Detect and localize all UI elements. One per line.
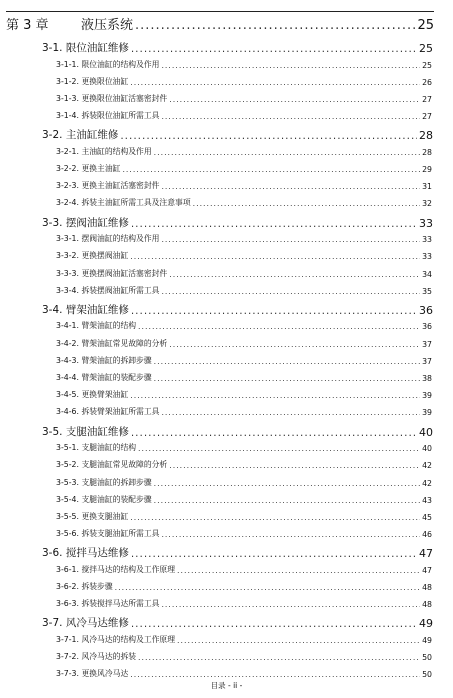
toc-section-entry[interactable]	[42, 215, 433, 230]
subsection-title: 3-5-1. 支腿油缸的结构	[56, 443, 137, 453]
subsection-title: 3-7-3. 更换风冷马达	[56, 669, 129, 679]
subsection-title: 3-1-4. 拆装限位油缸所需工具	[56, 111, 160, 121]
toc-section-entry[interactable]	[42, 40, 433, 55]
subsection-title: 3-6-1. 搅拌马达的结构及工作原理	[56, 564, 176, 574]
leader-dots	[177, 636, 420, 645]
leader-dots	[131, 618, 417, 630]
subsection-page-number: 40	[422, 444, 432, 454]
leader-dots	[154, 357, 420, 366]
toc-chapter-entry[interactable]	[6, 16, 434, 33]
subsection-page-number: 28	[422, 147, 432, 157]
toc-section-entry[interactable]	[42, 127, 433, 142]
leader-dots	[154, 374, 420, 383]
page-footer: 目录 - ii -	[210, 681, 243, 690]
subsection-title: 3-6-2. 拆装步骤	[56, 582, 113, 591]
leader-dots	[161, 530, 420, 539]
leader-dots	[161, 287, 420, 296]
section-title: 3-6. 搅拌马达维修	[42, 547, 129, 560]
leader-dots	[131, 427, 417, 439]
toc-subsection-entry[interactable]	[56, 249, 432, 261]
leader-dots	[138, 322, 420, 331]
leader-dots	[130, 513, 420, 522]
leader-dots	[169, 95, 420, 104]
leader-dots	[131, 218, 417, 230]
toc-subsection-entry[interactable]	[56, 284, 432, 296]
section-page-number: 28	[419, 129, 433, 143]
subsection-page-number: 42	[422, 478, 432, 488]
subsection-title: 3-1-1. 限位油缸的结构及作用	[56, 59, 160, 69]
leader-dots	[135, 18, 415, 33]
section-title: 3-3. 摆阀油缸维修	[42, 216, 129, 229]
subsection-title: 3-4-3. 臂架油缸的拆卸步骤	[56, 355, 152, 365]
subsection-title: 3-5-4. 支腿油缸的装配步骤	[56, 494, 152, 504]
subsection-page-number: 45	[422, 512, 432, 522]
header-rule	[6, 11, 434, 12]
leader-dots	[169, 461, 420, 470]
subsection-title: 3-2-1. 主油缸的结构及作用	[56, 146, 152, 156]
leader-dots	[169, 270, 420, 279]
toc-section-entry[interactable]	[42, 545, 433, 560]
leader-dots	[177, 566, 420, 575]
toc-subsection-entry[interactable]	[56, 597, 432, 609]
toc-subsection-entry[interactable]	[56, 337, 432, 349]
subsection-title: 3-2-4. 拆装主油缸所需工具及注意事项	[56, 198, 191, 208]
leader-dots	[169, 340, 420, 349]
subsection-title: 3-4-5. 更换臂架油缸	[56, 390, 129, 400]
subsection-page-number: 35	[422, 286, 432, 296]
subsection-page-number: 25	[422, 60, 432, 70]
section-title: 3-5. 支腿油缸维修	[42, 425, 129, 438]
section-title: 3-7. 风冷马达维修	[42, 617, 129, 630]
subsection-page-number: 43	[422, 495, 432, 505]
toc-subsection-entry[interactable]	[56, 441, 432, 453]
toc-subsection-entry[interactable]	[56, 162, 432, 174]
subsection-title: 3-4-4. 臂架油缸的装配步骤	[56, 373, 152, 382]
leader-dots	[130, 391, 420, 400]
subsection-title: 3-2-3. 更换主油缸活塞密封件	[56, 181, 160, 191]
subsection-page-number: 37	[422, 339, 432, 349]
subsection-title: 3-3-4. 拆装摆阀油缸所需工具	[56, 285, 160, 295]
subsection-page-number: 47	[422, 565, 432, 575]
toc-subsection-entry[interactable]	[56, 476, 432, 488]
leader-dots	[193, 199, 420, 208]
subsection-title: 3-2-2. 更换主油缸	[56, 164, 121, 173]
section-title: 3-1. 限位油缸维修	[42, 42, 129, 54]
toc-subsection-entry[interactable]	[56, 196, 432, 208]
leader-dots	[161, 182, 420, 191]
leader-dots	[131, 43, 417, 55]
subsection-title: 3-7-2. 风冷马达的拆装	[56, 652, 137, 662]
leader-dots	[138, 444, 420, 453]
leader-dots	[131, 305, 417, 317]
leader-dots	[161, 600, 420, 609]
toc-section-entry[interactable]	[42, 302, 433, 317]
toc-subsection-entry[interactable]	[56, 563, 432, 575]
chapter-number: 第 3 章	[6, 18, 49, 33]
leader-dots	[154, 148, 420, 157]
leader-dots	[161, 112, 420, 121]
toc-section-entry[interactable]	[42, 615, 433, 630]
subsection-page-number: 50	[422, 653, 432, 663]
section-page-number: 36	[419, 303, 433, 317]
subsection-title: 3-5-6. 拆装支腿油缸所需工具	[56, 529, 160, 539]
section-title: 3-2. 主油缸维修	[42, 129, 119, 142]
subsection-page-number: 42	[422, 461, 432, 471]
subsection-page-number: 27	[422, 94, 432, 104]
section-page-number: 25	[419, 42, 433, 55]
subsection-title: 3-5-2. 支腿油缸常见故障的分析	[56, 460, 168, 470]
toc-subsection-entry[interactable]	[56, 92, 432, 104]
subsection-title: 3-4-2. 臂架油缸常见故障的分析	[56, 338, 168, 348]
toc-subsection-entry[interactable]	[56, 510, 432, 522]
section-title: 3-4. 臂架油缸维修	[42, 303, 129, 316]
subsection-page-number: 31	[422, 182, 432, 192]
toc-subsection-entry[interactable]	[56, 527, 432, 539]
toc-subsection-entry[interactable]	[56, 633, 432, 645]
toc-subsection-entry[interactable]	[56, 75, 432, 87]
toc-subsection-entry[interactable]	[56, 58, 432, 70]
chapter-title: 液压系统	[81, 18, 134, 33]
subsection-page-number: 49	[422, 635, 432, 645]
subsection-title: 3-4-6. 拆装臂架油缸所需工具	[56, 407, 160, 417]
leader-dots	[130, 78, 420, 87]
toc-subsection-entry[interactable]	[56, 667, 432, 679]
toc-subsection-entry[interactable]	[56, 232, 432, 244]
leader-dots	[161, 61, 420, 70]
subsection-page-number: 36	[422, 322, 432, 332]
subsection-title: 3-4-1. 臂架油缸的结构	[56, 321, 137, 331]
subsection-title: 3-1-2. 更换限位油缸	[56, 76, 129, 86]
subsection-page-number: 27	[422, 112, 432, 122]
subsection-page-number: 39	[422, 391, 432, 401]
toc-subsection-entry[interactable]	[56, 493, 432, 505]
leader-dots	[131, 548, 417, 560]
leader-dots	[130, 670, 420, 679]
toc-subsection-entry[interactable]	[56, 580, 432, 592]
leader-dots	[120, 130, 417, 142]
toc-subsection-entry[interactable]	[56, 109, 432, 121]
section-page-number: 49	[419, 617, 433, 631]
subsection-title: 3-5-5. 更换支腿油缸	[56, 511, 129, 521]
leader-dots	[161, 408, 420, 417]
leader-dots	[154, 496, 420, 505]
leader-dots	[122, 165, 420, 174]
subsection-title: 3-3-2. 更换摆阀油缸	[56, 251, 129, 261]
leader-dots	[115, 583, 420, 592]
subsection-page-number: 37	[422, 356, 432, 366]
leader-dots	[154, 479, 420, 488]
toc-subsection-entry[interactable]	[56, 145, 432, 157]
subsection-title: 3-3-3. 更换摆阀油缸活塞密封件	[56, 268, 168, 278]
subsection-title: 3-7-1. 风冷马达的结构及工作原理	[56, 634, 176, 644]
subsection-page-number: 48	[422, 600, 432, 610]
toc-subsection-entry[interactable]	[56, 371, 432, 383]
toc-subsection-entry[interactable]	[56, 388, 432, 400]
toc-subsection-entry[interactable]	[56, 267, 432, 279]
subsection-page-number: 46	[422, 530, 432, 540]
subsection-page-number: 48	[422, 583, 432, 592]
toc-subsection-entry[interactable]	[56, 458, 432, 470]
subsection-page-number: 32	[422, 199, 432, 209]
toc-section-entry[interactable]	[42, 424, 433, 439]
toc-subsection-entry[interactable]	[56, 179, 432, 191]
chapter-page-number: 25	[417, 18, 434, 33]
toc-subsection-entry[interactable]	[56, 354, 432, 366]
section-page-number: 40	[419, 425, 433, 439]
toc-subsection-entry[interactable]	[56, 319, 432, 331]
section-page-number: 33	[419, 216, 433, 230]
subsection-page-number: 39	[422, 408, 432, 418]
subsection-page-number: 33	[422, 235, 432, 245]
subsection-page-number: 50	[422, 670, 432, 680]
leader-dots	[138, 653, 420, 662]
toc-subsection-entry[interactable]	[56, 405, 432, 417]
subsection-title: 3-3-1. 摆阀油缸的结构及作用	[56, 234, 160, 244]
subsection-page-number: 29	[422, 165, 432, 174]
subsection-title: 3-5-3. 支腿油缸的拆卸步骤	[56, 477, 152, 487]
leader-dots	[161, 235, 420, 244]
section-page-number: 47	[419, 547, 433, 561]
subsection-page-number: 34	[422, 269, 432, 279]
subsection-page-number: 33	[422, 252, 432, 262]
subsection-title: 3-6-3. 拆装搅拌马达所需工具	[56, 599, 160, 609]
subsection-page-number: 26	[422, 77, 432, 87]
subsection-page-number: 38	[422, 374, 432, 383]
leader-dots	[130, 252, 420, 261]
toc-subsection-entry[interactable]	[56, 650, 432, 662]
subsection-title: 3-1-3. 更换限位油缸活塞密封件	[56, 93, 168, 103]
